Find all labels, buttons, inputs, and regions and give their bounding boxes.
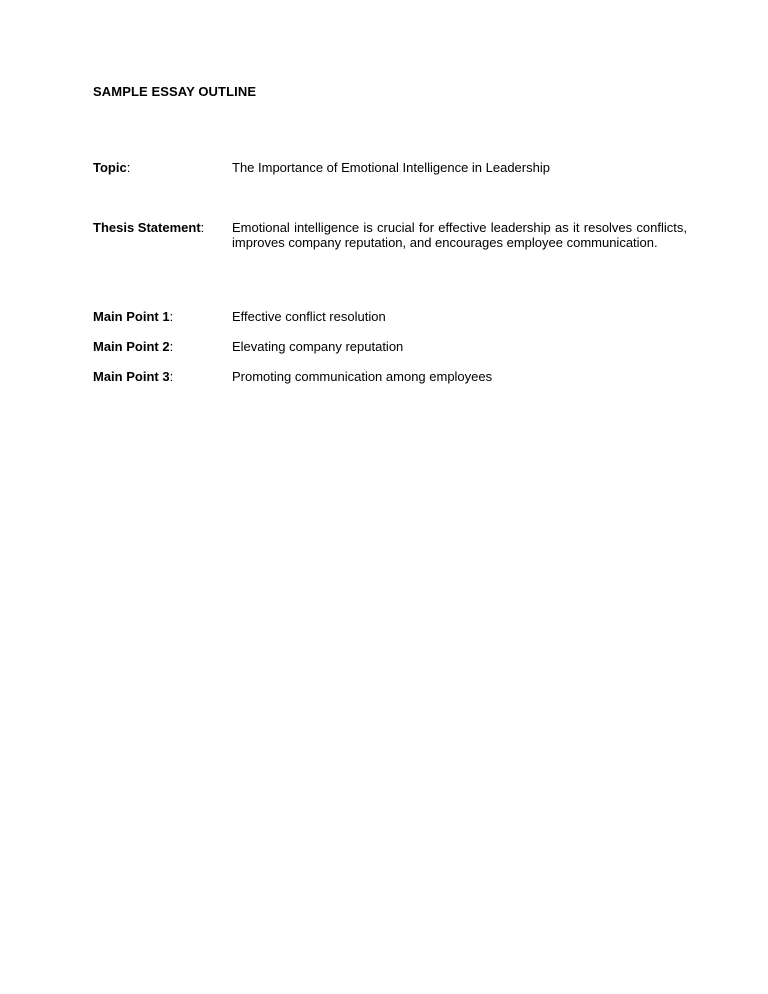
thesis-value: Emotional intelligence is crucial for effective leadership as it resolves conflicts, improves company reputation, and encourages employee communication. xyxy=(232,220,687,250)
thesis-label: Thesis Statement: xyxy=(93,220,205,235)
main-point-3-label-text: Main Point 3 xyxy=(93,369,170,384)
main-point-2-value: Elevating company reputation xyxy=(232,339,404,354)
main-point-1-label: Main Point 1: xyxy=(93,309,174,324)
main-point-1-label-text: Main Point 1 xyxy=(93,309,170,324)
main-point-2-label-text: Main Point 2 xyxy=(93,339,170,354)
main-point-3-value: Promoting communication among employees xyxy=(232,369,493,384)
main-point-1-value: Effective conflict resolution xyxy=(232,309,386,324)
topic-value: The Importance of Emotional Intelligence in Leadership xyxy=(232,160,550,175)
topic-label: Topic: xyxy=(93,160,131,175)
document-title: SAMPLE ESSAY OUTLINE xyxy=(93,84,257,99)
thesis-label-text: Thesis Statement xyxy=(93,220,201,235)
main-point-2-label: Main Point 2: xyxy=(93,339,174,354)
topic-label-text: Topic xyxy=(93,160,127,175)
main-point-3-label: Main Point 3: xyxy=(93,369,174,384)
